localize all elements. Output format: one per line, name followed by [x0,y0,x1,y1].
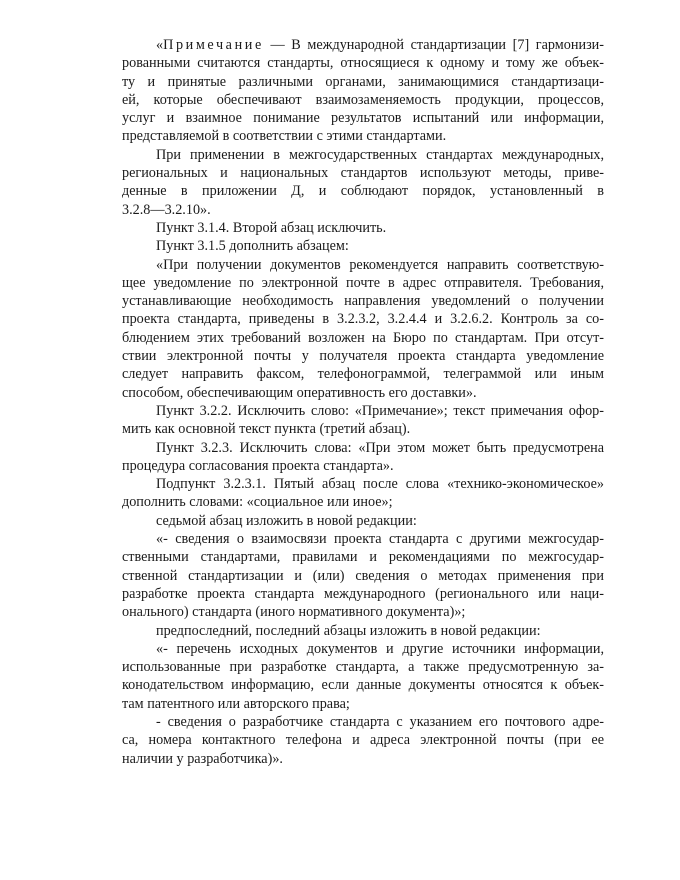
text-line: конодательством информацию, если данные документы относятся к объек- [122,677,604,694]
text-line: услуг и взаимное понимание результатов испытаний или информации, [122,110,604,127]
text-line: - сведения о разработчике стандарта с указанием его почтового адре- [156,713,604,730]
text-line: наличии у разработчика)». [122,750,283,767]
paragraph [88,402,604,439]
text-line: дополнить словами: «социальное или иное»; [122,494,393,511]
paragraph [88,256,604,402]
paragraph [88,439,604,476]
text-line: разработке проекта стандарта международного (регионального или наци- [122,585,604,602]
text-line: онального) стандарта (иного нормативного документа)»; [122,604,466,621]
text-line: там патентного или авторского права; [122,695,350,712]
paragraph [88,640,604,713]
paragraph [88,512,604,530]
text-line: седьмой абзац изложить в новой редакции: [156,512,417,529]
paragraph [88,475,604,512]
text-line: Пункт 3.1.5 дополнить абзацем: [156,238,349,255]
text-line: ственной стандартизации и (или) сведения о методах применения при [122,567,604,584]
text-line: рованными считаются стандарты, относящиеся к одному и тому же объек- [122,55,604,72]
note-label: Примечание [163,37,264,53]
text-line: региональных и национальных стандартов используют методы, приве- [122,165,604,182]
text-line: 3.2.8—3.2.10». [122,201,211,218]
paragraph [88,146,604,219]
text-line: использованные при разработке стандарта, а также предусмотренную за- [122,659,604,676]
text-line: «При получении документов рекомендуется направить соответствую- [156,256,604,273]
text-line: са, номера контактного телефона и адреса электронной почты (при ее [122,732,604,749]
text-line: щее уведомление по электронной почте в адрес отправителя. Требования, [122,274,604,291]
paragraph [88,237,604,255]
text-line: устанавливающие необходимость направления уведомлений о получении [122,293,604,310]
paragraph [88,36,604,146]
text-line: ственными стандартами, правилами и рекомендациями по межгосудар- [122,549,604,566]
document-page [88,36,604,768]
paragraph [88,530,604,621]
text-line: проекта стандарта, приведены в 3.2.3.2, 3.2.4.4 и 3.2.6.2. Контроль за со- [122,311,604,328]
text-line: «- перечень исходных документов и другие источники информации, [156,640,604,657]
text-line: процедура согласования проекта стандарта». [122,457,394,474]
text-line: денные в приложении Д, и соблюдают порядок, установленный в [122,183,604,200]
text-line: Подпункт 3.2.3.1. Пятый абзац после слова «технико-экономическое» [156,476,604,493]
paragraph [88,622,604,640]
text-line: предпоследний, последний абзацы изложить в новой редакции: [156,622,541,639]
text-line: представляемой в соответствии с этими стандартами. [122,128,447,145]
text-line: Пункт 3.2.3. Исключить слова: «При этом может быть предусмотрена [156,439,604,456]
text-line: ей, которые обеспечивают взаимозаменяемость продукции, процессов, [122,91,604,108]
text-line: ствии электронной почты у получателя проекта стандарта уведомление [122,348,604,365]
text-line: блюдением этих требований возложен на Бюро по стандартам. При отсут- [122,329,604,346]
text-line: «- сведения о взаимосвязи проекта стандарта с другими межгосудар- [156,531,604,548]
text-line: мить как основной текст пункта (третий абзац). [122,421,411,438]
text-line: Пункт 3.1.4. Второй абзац исключить. [156,219,387,236]
text-line: ту и принятые различными органами, занимающимися стандартизаци- [122,73,604,90]
text-line: способом, обеспечивающим оперативность его доставки». [122,384,477,401]
text-line: «Примечание — В международной стандартизации [7] гармонизи- [156,37,604,53]
text-line: следует направить факсом, телефонограммой, телеграммой или иным [122,366,604,383]
paragraph [88,219,604,237]
paragraph [88,713,604,768]
text-line: При применении в межгосударственных стандартах международных, [156,146,604,163]
text-line: Пункт 3.2.2. Исключить слово: «Примечание»; текст примечания офор- [156,402,604,419]
